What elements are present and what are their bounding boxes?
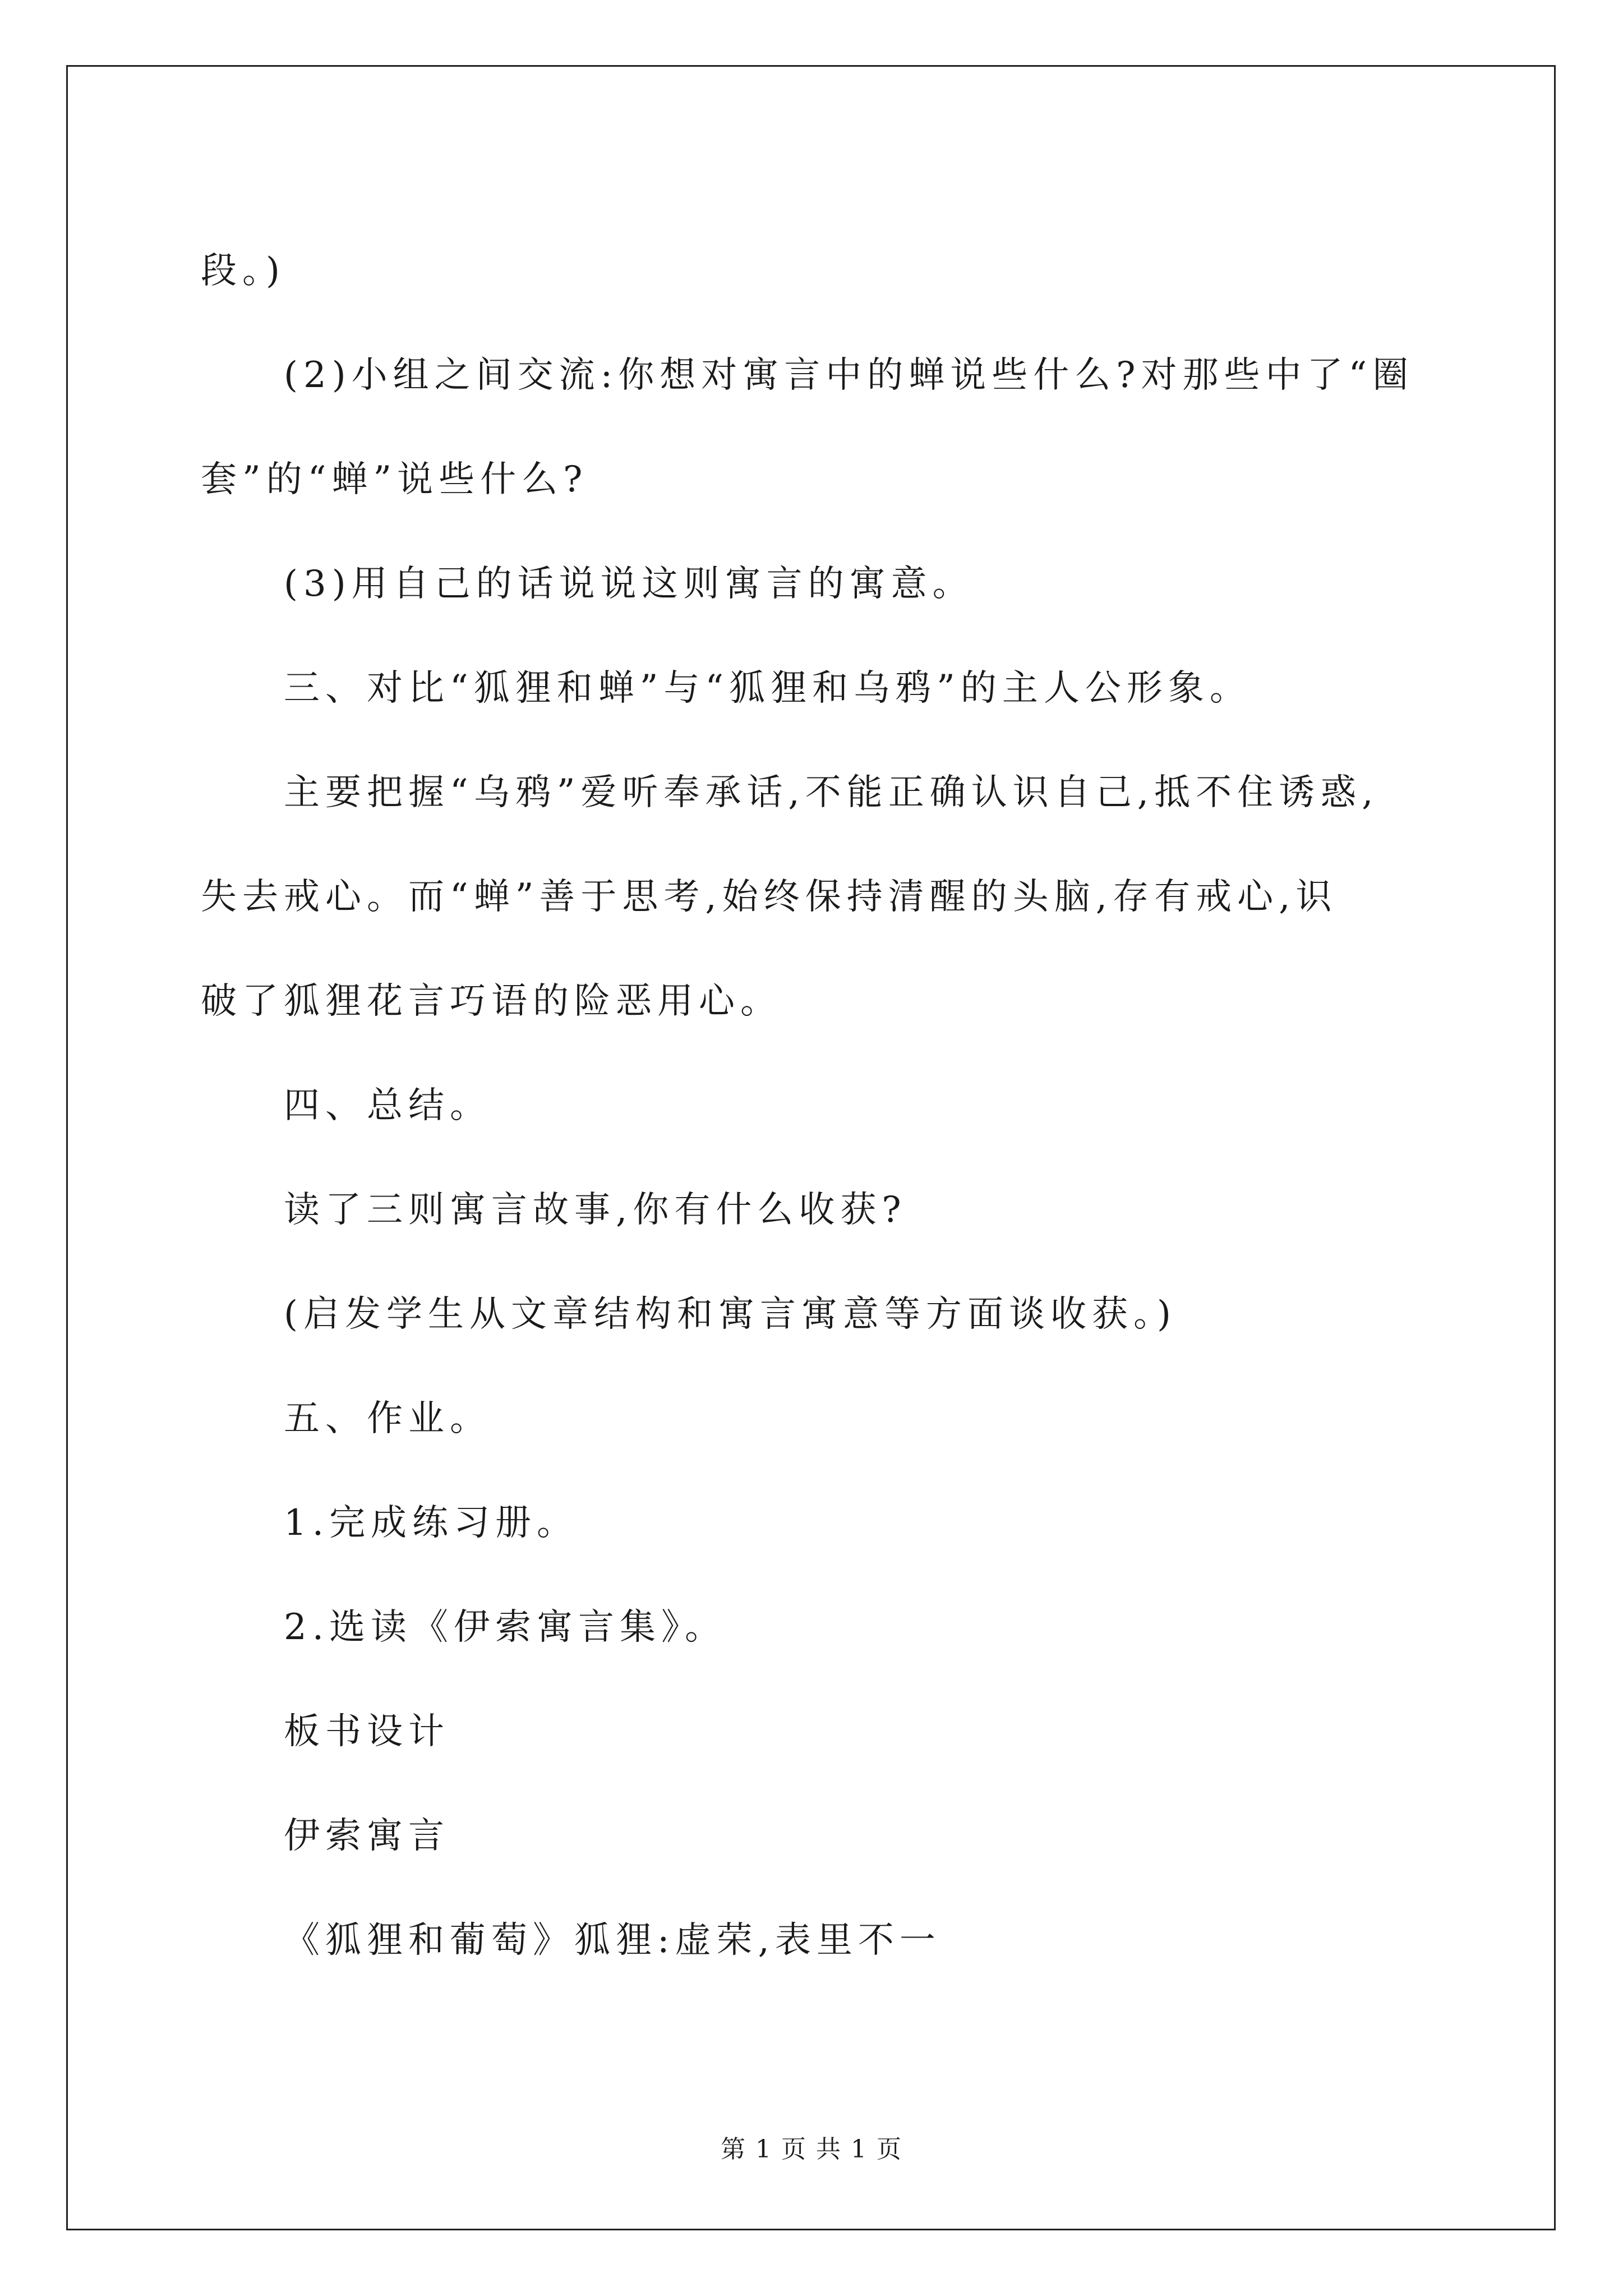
paragraph-6: 主要把握“乌鸦”爱听奉承话,不能正确认识自己,抵不住诱惑, xyxy=(284,772,1379,813)
board-title: 伊索寓言 xyxy=(284,1815,450,1857)
paragraph-8: 破了狐狸花言巧语的险恶用心。 xyxy=(201,981,782,1022)
document-body xyxy=(201,219,1491,1993)
homework-item-1: 1.完成练习册。 xyxy=(284,1502,579,1544)
paragraph-1: 段。) xyxy=(201,250,285,292)
board-line-1: 《狐狸和葡萄》狐狸:虚荣,表里不一 xyxy=(284,1920,941,1961)
section-heading-board-design: 板书设计 xyxy=(284,1711,450,1752)
paragraph-2: (2)小组之间交流:你想对寓言中的蝉说些什么?对那些中了“圈 xyxy=(284,355,1414,396)
paragraph-4: (3)用自己的话说说这则寓言的寓意。 xyxy=(284,563,974,605)
section-heading-homework: 五、作业。 xyxy=(284,1398,491,1439)
paragraph-11: (启发学生从文章结构和寓言寓意等方面谈收获。) xyxy=(284,1294,1177,1335)
paragraph-5: 三、对比“狐狸和蝉”与“狐狸和乌鸦”的主人公形象。 xyxy=(284,668,1251,709)
paragraph-7: 失去戒心。而“蝉”善于思考,始终保持清醒的头脑,存有戒心,识 xyxy=(201,876,1338,918)
paragraph-3: 套”的“蝉”说些什么? xyxy=(201,459,588,500)
homework-item-2: 2.选读《伊索寓言集》。 xyxy=(284,1607,727,1648)
paragraph-10: 读了三则寓言故事,你有什么收获? xyxy=(284,1189,907,1231)
section-heading-summary: 四、总结。 xyxy=(284,1085,491,1126)
page-number-footer: 第 1 页 共 1 页 xyxy=(721,2135,902,2164)
